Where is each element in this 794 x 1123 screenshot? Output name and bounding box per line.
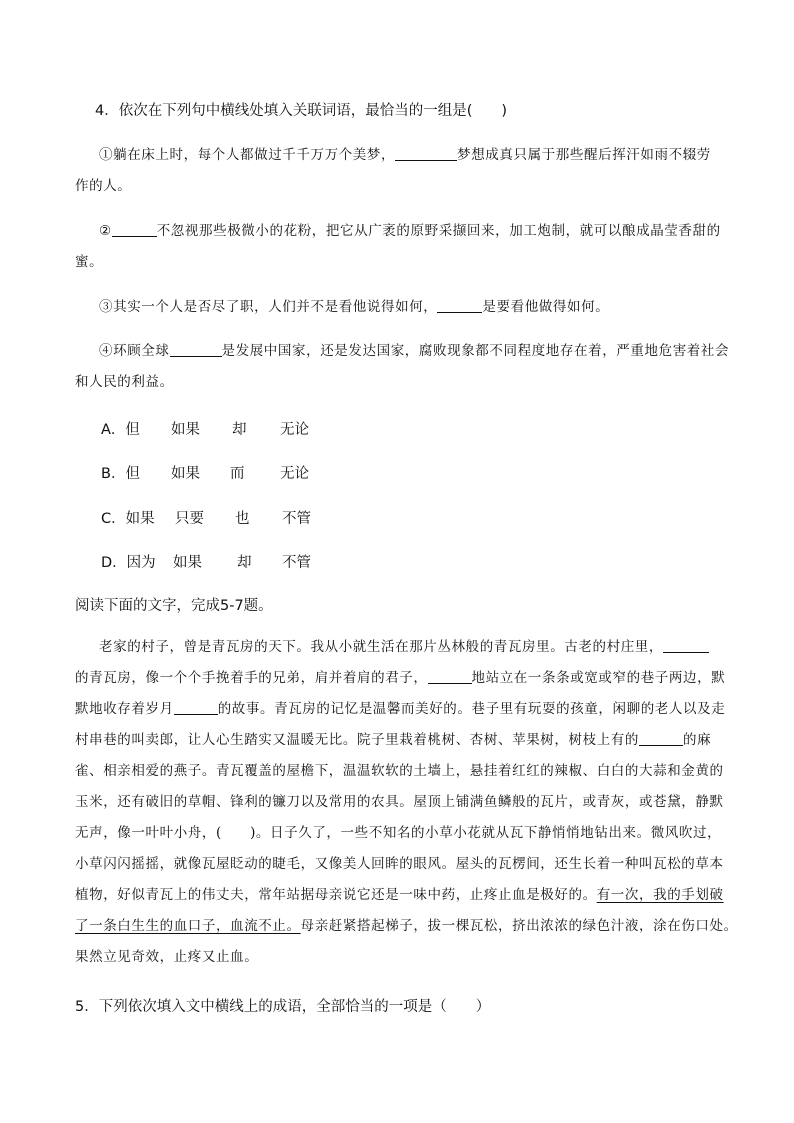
sentence-4-text: ④环顾全球 [99,343,170,359]
underlined-sentence: 了一条白生生的血口子，血流不止。 [75,918,301,934]
question-4-stem: 4．依次在下列句中横线处填入关联词语，最恰当的一组是( ) [95,103,508,119]
underlined-sentence: 有一次，我的手划破 [596,887,724,903]
blank [428,669,472,684]
option-word: 如果 [173,555,202,571]
sentence-3 [75,292,725,323]
option-letter: B．但 [101,466,140,482]
passage-text: 地站立在一条条或宽或窄的巷子两边，默 [471,670,726,686]
passage-text: 果然立见奇效，止疼又止血。 [75,949,259,965]
sentence-3-text: ③其实一个人是否尽了职，人们并不是看他说得如何， [99,299,438,315]
option-letter: D．因为 [101,555,156,571]
passage-text: 雀、相亲相爱的燕子。青瓦覆盖的屋檐下，温温软软的土墙上，悬挂着红红的辣椒、白白的大蒜和金黄的 [75,763,724,779]
option-word: 而 [230,466,245,482]
blank [174,700,218,715]
option-word: 只要 [175,511,204,527]
passage-text: 默地收存着岁月 [75,701,174,717]
passage-text: 无声，像一叶叶小舟，( )。日子久了，一些不知名的小草小花就从瓦下静悄悄地钻出来。微风吹过， [75,825,722,841]
question-5-stem: 5．下列依次填入文中横线上的成语，全部恰当的一项是（ ） [75,999,491,1015]
passage-text: 玉米，还有破旧的草帽、锋利的镰刀以及常用的农具。屋顶上铺满鱼鳞般的瓦片，或青灰，或苍黛，静默 [75,794,724,810]
blank [170,342,222,357]
sentence-4 [75,336,730,398]
blank [639,731,683,746]
sentence-4-tail: 和人民的利益。 [75,374,174,390]
option-word: 也 [235,511,250,527]
sentence-4-text-cont: 是发展中国家，还是发达国家，腐败现象都不同程度地存在着，严重地危害着社会 [221,343,730,359]
option-word: 无论 [280,466,309,482]
passage-text: 植物，好似青瓦上的伟丈夫，常年站据母亲说它还是一味中药，止疼止血是极好的。 [75,887,597,903]
option-word: 不管 [282,555,311,571]
passage-text: 母亲赶紧搭起梯子，拔一棵瓦松，挤出浓浓的绿色汁液，涂在伤口处。 [300,918,738,934]
option-letter: C．如果 [101,511,155,527]
sentence-2 [75,216,725,278]
sentence-1 [75,140,725,202]
passage-text: 小草闪闪摇摇，就像瓦屋眨动的睫毛，又像美人回眸的眼风。屋头的瓦楞间，还生长着一种叫瓦松的草本 [75,856,724,872]
passage-text: 村串巷的叫卖郎，让人心生踏实又温暖无比。院子里栽着桃树、杏树、苹果树，树枝上有的 [75,732,639,748]
blank [395,146,457,161]
sentence-2-text: 不忽视那些极微小的花粉，把它从广袤的原野采撷回来，加工炮制，就可以酿成晶莹香甜的 [156,223,721,239]
option-word: 如果 [171,422,200,438]
blank [112,222,157,237]
reading-intro: 阅读下面的文字，完成5-7题。 [75,598,273,614]
passage-text: 的青瓦房，像一个个手挽着手的兄弟，肩并着肩的君子， [75,670,428,686]
option-word: 不管 [282,511,311,527]
sentence-1-text: ①躺在床上时，每个人都做过千千万万个美梦， [99,147,396,163]
passage-text: 的麻 [683,732,712,748]
blank [663,638,709,653]
option-word: 却 [232,422,247,438]
option-letter: A．但 [101,422,140,438]
passage-text: 的故事。青瓦房的记忆是温馨而美好的。巷子里有玩耍的孩童，闲聊的老人以及走 [217,701,726,717]
sentence-1-tail: 作的人。 [75,178,132,194]
blank [437,298,482,313]
sentence-2-number: ② [99,223,112,239]
passage-text: 老家的村子，曾是青瓦房的天下。我从小就生活在那片丛林般的青瓦房里。古老的村庄里， [99,639,663,655]
option-word: 无论 [280,422,309,438]
option-word: 却 [237,555,252,571]
sentence-2-tail: 蜜。 [75,254,104,270]
sentence-1-text-cont: 梦想成真只属于那些醒后挥汗如雨不辍劳 [457,147,711,163]
option-word: 如果 [171,466,200,482]
reading-passage [75,632,738,973]
sentence-3-text-cont: 是要看他做得如何。 [482,299,610,315]
